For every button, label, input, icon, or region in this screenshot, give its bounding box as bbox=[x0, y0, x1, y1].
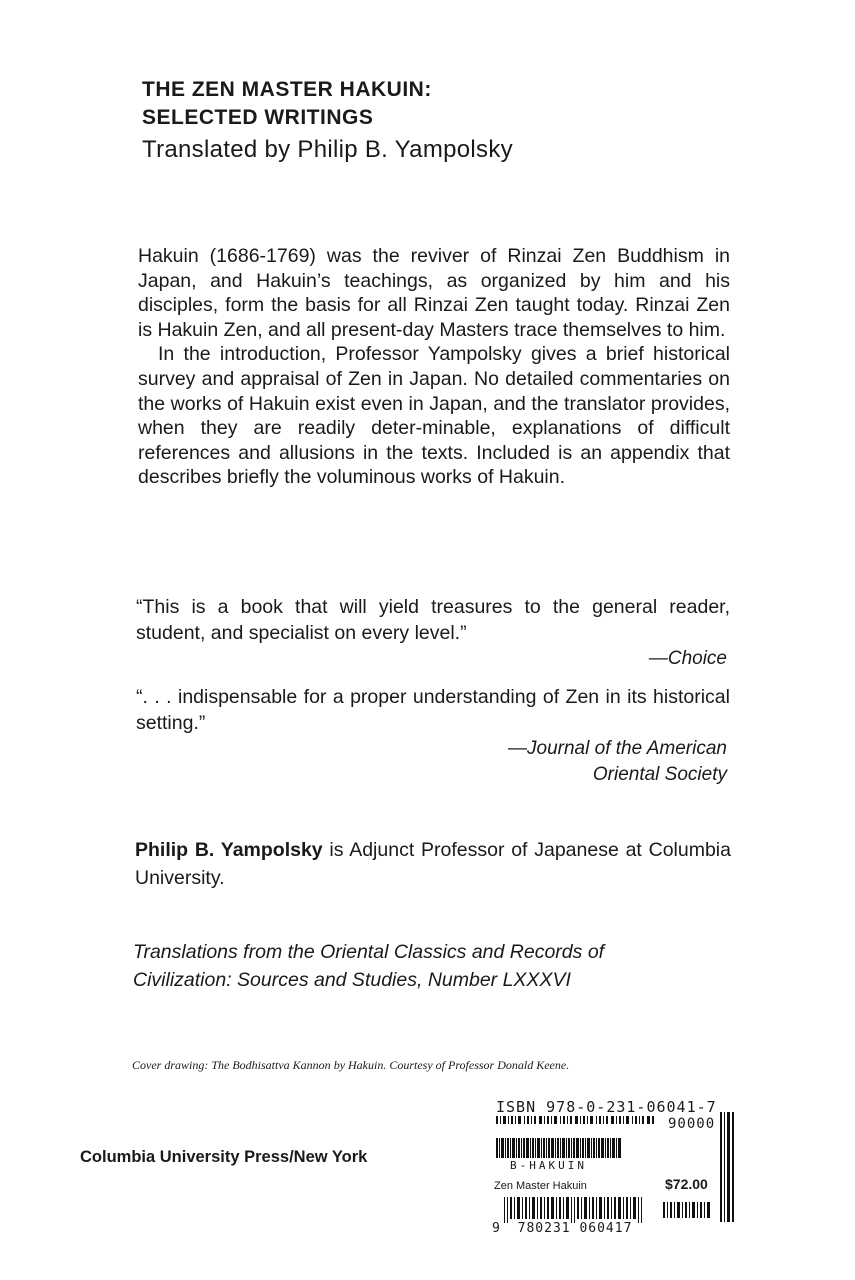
review-source-2-line-1: —Journal of the American bbox=[508, 738, 727, 759]
translator-line: Translated by Philip B. Yampolsky bbox=[142, 136, 513, 163]
series-line-2: Civilization: Sources and Studies, Number LXXXVI bbox=[133, 969, 571, 991]
price-code: 90000 bbox=[668, 1116, 716, 1132]
description bbox=[138, 244, 730, 490]
review-quote-1-text: “This is a book that will yield treasures to the general reader, student, and specialist on every level.” bbox=[136, 596, 730, 644]
author-bio-text: is Adjunct Professor of Japanese at Columbia University. bbox=[135, 839, 731, 889]
label-title: Zen Master Hakuin bbox=[494, 1180, 587, 1192]
book-title bbox=[142, 76, 432, 132]
ean-digits bbox=[492, 1221, 632, 1236]
series-note bbox=[133, 938, 733, 994]
author-bio bbox=[135, 836, 731, 892]
publisher-imprint: Columbia University Press/New York bbox=[80, 1148, 368, 1166]
review-quote-1 bbox=[136, 594, 730, 646]
cover-credit-artwork: The Bodhisattva Kannon bbox=[211, 1058, 331, 1072]
review-source-2-line-2: Oriental Society bbox=[592, 764, 727, 785]
review-source-1: —Choice bbox=[648, 648, 727, 669]
cover-credit bbox=[132, 1058, 734, 1073]
label-barcode bbox=[496, 1138, 622, 1158]
author-name: Philip B. Yampolsky bbox=[135, 839, 323, 861]
cover-credit-prefix: Cover drawing: bbox=[132, 1058, 212, 1072]
description-paragraph-2: In the introduction, Professor Yampolsky gives a brief historical survey and appraisal of Zen in Japan. No detailed commentaries on the works of Hakuin exist even in Japan, and the translator provides, when they are readily deter-minable, explanations of difficult references and allusions in the texts. Included is an appendix that describes briefly the voluminous works of Hakuin. bbox=[138, 343, 730, 489]
cover-credit-suffix: by Hakuin. Courtesy of Professor Donald Keene. bbox=[330, 1058, 570, 1072]
ean-lead-digit: 9 bbox=[492, 1221, 501, 1236]
ean-group-1: 780231 bbox=[517, 1221, 571, 1236]
label-sku: B-HAKUIN bbox=[510, 1159, 587, 1172]
isbn-barcode-small bbox=[496, 1116, 656, 1124]
title-line-1: THE ZEN MASTER HAKUIN: bbox=[142, 78, 432, 101]
ean-barcode bbox=[504, 1197, 644, 1223]
review-quote-2 bbox=[136, 684, 730, 736]
addon-barcode-vertical bbox=[720, 1112, 734, 1222]
series-line-1: Translations from the Oriental Classics and Records of bbox=[133, 941, 605, 963]
title-line-2: SELECTED WRITINGS bbox=[142, 106, 374, 129]
ean-group-2: 060417 bbox=[579, 1221, 633, 1236]
label-price: $72.00 bbox=[665, 1176, 708, 1192]
isbn-text: ISBN 978-0-231-06041-7 bbox=[496, 1098, 717, 1116]
addon-barcode bbox=[663, 1128, 713, 1218]
review-quote-2-text: “. . . indispensable for a proper understanding of Zen in its historical setting.” bbox=[136, 686, 730, 734]
description-paragraph-1: Hakuin (1686-1769) was the reviver of Rinzai Zen Buddhism in Japan, and Hakuin’s teachings, as organized by him and his disciples, form the basis for all Rinzai Zen taught today. Rinzai Zen is Hakuin Zen, and all present-day Masters trace themselves to him. bbox=[138, 245, 730, 341]
review-source-2 bbox=[508, 736, 727, 788]
